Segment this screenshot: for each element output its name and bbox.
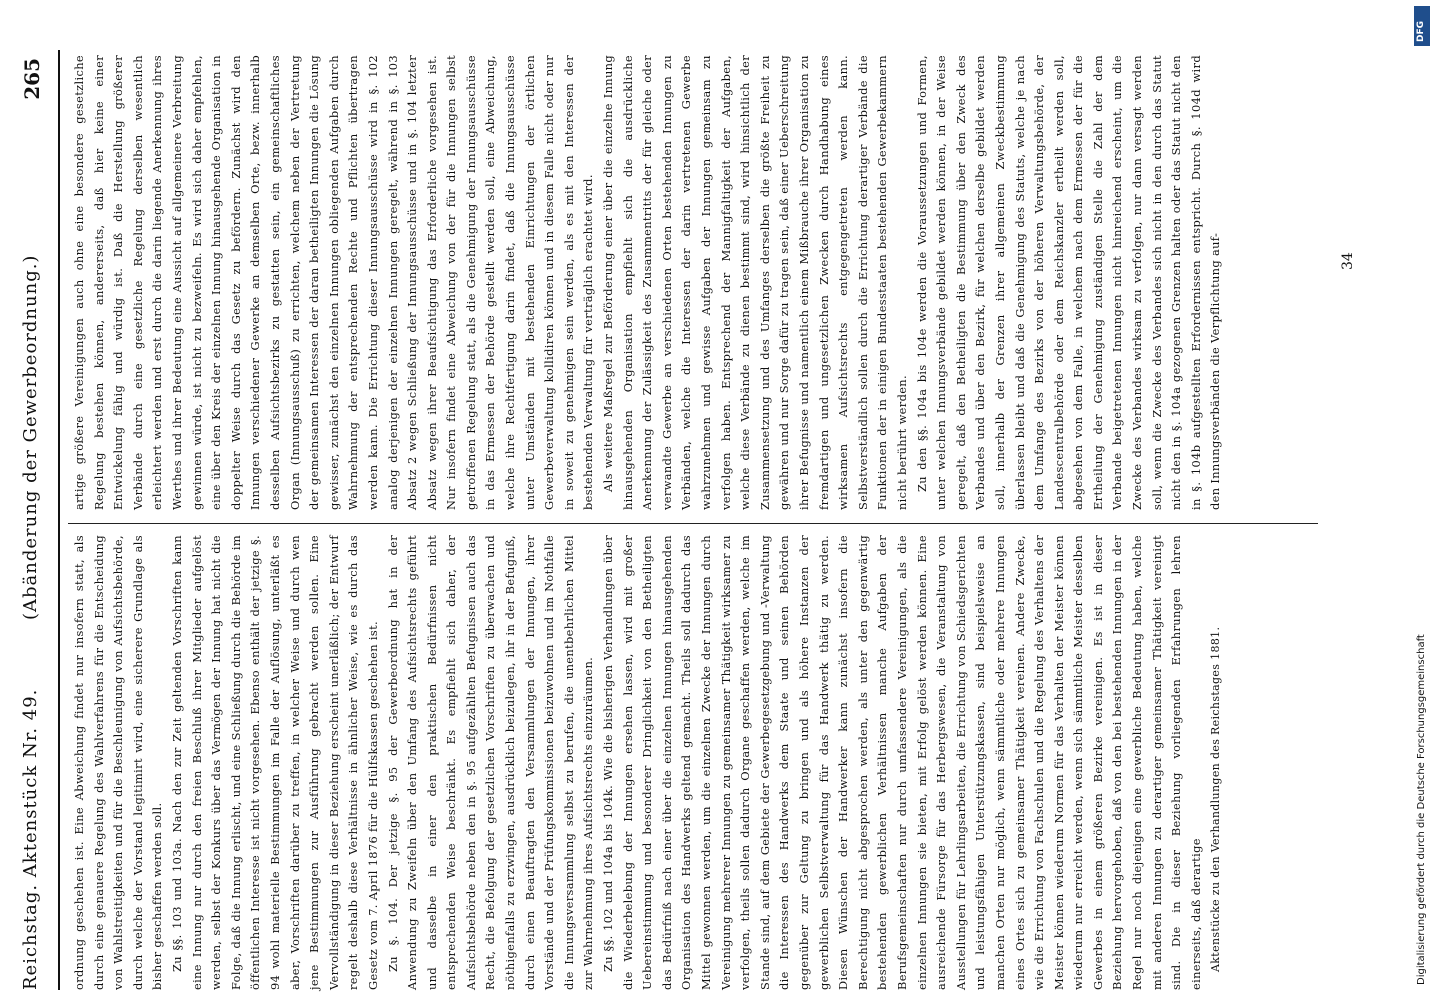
page-number: 265 (20, 58, 44, 100)
digitization-note: Digitalisierung gefördert durch die Deutsche Forschungsgemeinschaft (1416, 634, 1427, 985)
page-header (10, 50, 60, 990)
header-left: Reichstag. Aktenstück Nr. 49. (20, 688, 41, 990)
right-column (70, 55, 1226, 510)
column-divider (68, 523, 1318, 524)
paragraph: Als weitere Maßregel zur Beförderung einer über die einzelne Innung hinausgehenden Organisation empfiehlt sich die ausdrückliche Anerkennung der Zulässigkeit des Zusammentritts der für gleiche oder verwandte Gewerbe an verschiedenen Orten bestehenden Innungen zu Verbänden, welche die Interessen der darin vertretenen Gewerbe wahrzunehmen und gewisse Aufgaben der Innungen gemeinsam zu verfolgen haben. Entsprechend der Mannigfaltigkeit der Aufgaben, welche diese Verbände zu dienen bestimmt sind, wird hinsichtlich der Zusammensetzung und des Umfanges derselben die größte Freiheit zu gewähren und nur Sorge dafür zu tragen sein, daß einer Ueberschreitung ihrer Befugnisse und namentlich einem Mißbrauche ihrer Organisation zu fremdartigen und ungesetzlichen Zwecken durch Handhabung eines wirksamen Aufsichtsrechts entgegengetreten werden kann. Selbstverständlich sollen durch die Errichtung derartiger Verbände die Funktionen der in einigen Bundesstaaten bestehenden Gewerbekammern nicht berührt werden. (601, 55, 909, 510)
dfg-logo-icon (1414, 6, 1430, 46)
signature-mark: 34 (1340, 252, 1356, 270)
left-column (70, 535, 1226, 990)
paragraph: Zu §§. 103 und 103a. Nach den zur Zeit geltenden Vorschriften kann eine Innung nur durch den freien Beschluß ihrer Mitglieder aufgelöst werden, selbst der Konkurs über das Vermögen der Innung hat nicht die Folge, daß die Innung erlischt, und eine Schließung durch die Behörde im öffentlichen Interesse ist nicht vorgesehen. Ebenso enthält der jetzige §. 94 wohl materielle Bestimmungen im Falle der Auflösung, unterläßt es aber, Vorschriften darüber zu treffen, in welcher Weise und durch wen jene Bestimmungen zur Ausführung gebracht werden sollen. Eine Vervollständigung in dieser Beziehung erscheint unerläßlich; der Entwurf regelt deshalb diese Verhältnisse in ähnlicher Weise, wie es durch das Gesetz vom 7. April 1876 für die Hülfskassen geschehen ist. (169, 535, 380, 990)
rotated-page-content (10, 50, 1410, 990)
paragraph: Zu §. 104. Der jetzige §. 95 der Gewerbeordnung hat in der Anwendung zu Zweifeln über den Umfang des Aufsichtsrechts geführt und dasselbe in einer den praktischen Bedürfnissen nicht entsprechenden Weise beschränkt. Es empfiehlt sich daher, der Aufsichtsbehörde neben den in §. 95 aufgezählten Befugnissen auch das Recht, die Befolgung der gesetzlichen Vorschriften zu überwachen und nöthigenfalls zu erzwingen, ausdrücklich beizulegen, ihr in der Befugniß, durch einen Beauftragten den Versammlungen der Innungen, ihrer Vorstände und der Prüfungskommissionen beizuwohnen und im Nothfalle die Innungsversammlung selbst zu berufen, die unentbehrlichen Mittel zur Wahrnehmung ihres Aufsichtsrechts einzuräumen. (385, 535, 596, 990)
dfg-badge-label: DFG (1416, 20, 1426, 42)
paragraph: Zu den §§. 104a bis 104e werden die Voraussetzungen und Formen, unter welchen Innungsverbände gebildet werden können, in der Weise geregelt, daß den Betheiligten die Bestimmung über den Zweck des Verbandes und über den Bezirk, für welchen derselbe gebildet werden soll, innerhalb der Grenzen ihrer allgemeinen Zweckbestimmung überlassen bleibt und daß die Genehmigung des Statuts, welche je nach dem Umfange des Bezirks von der höheren Verwaltungsbehörde, der Landescentralbehörde oder dem Reichskanzler ertheilt werden soll, abgesehen von dem Falle, in welchem nach dem Ermessen der für die Ertheilung der Genehmigung zuständigen Stelle die Zahl der dem Verbande beigetretenen Innungen nicht hinreichend erscheint, um die Zwecke des Verbandes wirksam zu verfolgen, nur dann versagt werden soll, wenn die Zwecke des Verbandes sich nicht in den durch das Statut nicht den in §. 104a gezogenen Grenzen halten oder das Statut nicht den in §. 104b aufgestellten Erfordernissen entspricht. Durch §. 104d wird den Innungsverbänden die Verpflichtung auf- (914, 55, 1223, 510)
paragraph: ordnung geschehen ist. Eine Abweichung findet nur insofern statt, als durch eine genauere Regelung des Wahlverfahrens für die Entscheidung von Wahlstreitigkeiten und für die Beschleunigung von Aufsichtsbehörde, durch welche der Vorstand legitimirt wird, eine sicherere Grundlage als bisher geschaffen werden soll. (72, 535, 165, 990)
header-center: (Abänderung der Gewerbeordnung.) (20, 254, 41, 620)
paragraph: artige größere Vereinigungen auch ohne eine besondere gesetzliche Regelung bestehen können, andererseits, daß hier keine einer Entwickelung fähig und würdig ist. Daß die Herstellung größerer Verbände durch eine gesetzliche Regelung derselben wesentlich erleichtert werden und erst durch die darin liegende Anerkennung ihres Werthes und ihrer Bedeutung eine Aussicht auf allgemeinere Verbreitung gewinnen würde, ist nicht zu bezweifeln. Es wird sich daher empfehlen, eine über den Kreis der einzelnen Innung hinausgehende Organisation in doppelter Weise durch das Gesetz zu befördern. Zunächst wird den Innungen verschiedener Gewerke an demselben Orte, bezw. innerhalb desselben Aufsichtsbezirks zu gestatten sein, ein gemeinschaftliches Organ (Innungsausschuß) zu errichten, welchem neben der Vertretung der gemeinsamen Interessen der daran betheiligten Innungen die Lösung gewisser, zunächst den einzelnen Innungen obliegenden Aufgaben durch Wahrnehmung der entsprechenden Rechte und Pflichten übertragen werden kann. Die Errichtung dieser Innungsausschüsse wird in §. 102 analog derjenigen der einzelnen Innungen geregelt, während in §. 103 Absatz 2 wegen Schließung der Innungsausschüsse und in §. 104 letzter Absatz wegen ihrer Beaufsichtigung das Erforderliche vorgesehen ist. Nur insofern findet eine Abweichung von der für die Innungen selbst getroffenen Regelung statt, als die Genehmigung der Innungsausschüsse in das Ermessen der Behörde gestellt werden soll, eine Abweichung, welche ihre Rechtfertigung darin findet, daß die Innungsausschüsse unter Umständen mit bestehenden Einrichtungen der örtlichen Gewerbeverwaltung kollidiren können und in diesem Falle nicht oder nur in soweit zu genehmigen sein werden, als es mit den Interessen der bestehenden Verwaltung für verträglich erachtet wird. (72, 55, 596, 510)
paragraph: Zu §§. 102 und 104a bis 104k. Wie die bisherigen Verhandlungen über die Wiederbelebung der Innungen ersehen lassen, wird mit großer Uebereinstimmung und besonderer Dringlichkeit von den Betheiligten das Bedürfniß nach einer über die einzelnen Innungen hinausgehenden Organisation des Handwerks geltend gemacht. Theils soll dadurch das Mittel gewonnen werden, um die einzelnen Zwecke der Innungen durch Vereinigung mehrerer Innungen zu gemeinsamer Thätigkeit wirksamer zu verfolgen, theils sollen dadurch Organe geschaffen werden, welche im Stande sind, auf dem Gebiete der Gewerbegesetzgebung und -Verwaltung die Interessen des Handwerks dem Staate und seinen Behörden gegenüber zur Geltung zu bringen und als höhere Instanzen der gewerblichen Selbstverwaltung für das Handwerk thätig zu werden. Diesen Wünschen der Handwerker kann zunächst insofern die Berechtigung nicht abgesprochen werden, als unter den gegenwärtig bestehenden gewerblichen Verhältnissen manche Aufgaben der Berufsgemeinschaften nur durch umfassendere Vereinigungen, als die einzelnen Innungen sie bieten, mit Erfolg gelöst werden können. Eine ausreichende Fürsorge für das Herbergswesen, die Veranstaltung von Ausstellungen für Lehrlingsarbeiten, die Errichtung von Schiedsgerichten und leistungsfähigen Unterstützungskassen, sind beispielsweise an manchen Orten nur möglich, wenn sämmtliche oder mehrere Innungen eines Ortes sich zu gemeinsamer Thätigkeit vereinen. Andere Zwecke, wie die Errichtung von Fachschulen und die Regelung des Verhaltens der Meister können wiederum Normen für das Verhalten der Meister können wiederum nur erreicht werden, wenn sich sämmtliche Meister desselben Gewerbes in einem größeren Bezirke vereinigen. Es ist in dieser Beziehung hervorgehoben, daß von den bei bestehenden Innungen in der Regel nur noch diejenigen eine gewerbliche Bedeutung haben, welche mit anderen Innungen zu derartiger gemeinsamer Thätigkeit vereinigt sind. Die in dieser Beziehung vorliegenden Erfahrungen lehren einerseits, daß derartige (601, 535, 1203, 990)
footnote: Aktenstücke zu den Verhandlungen des Reichstages 1881. (1209, 626, 1223, 972)
